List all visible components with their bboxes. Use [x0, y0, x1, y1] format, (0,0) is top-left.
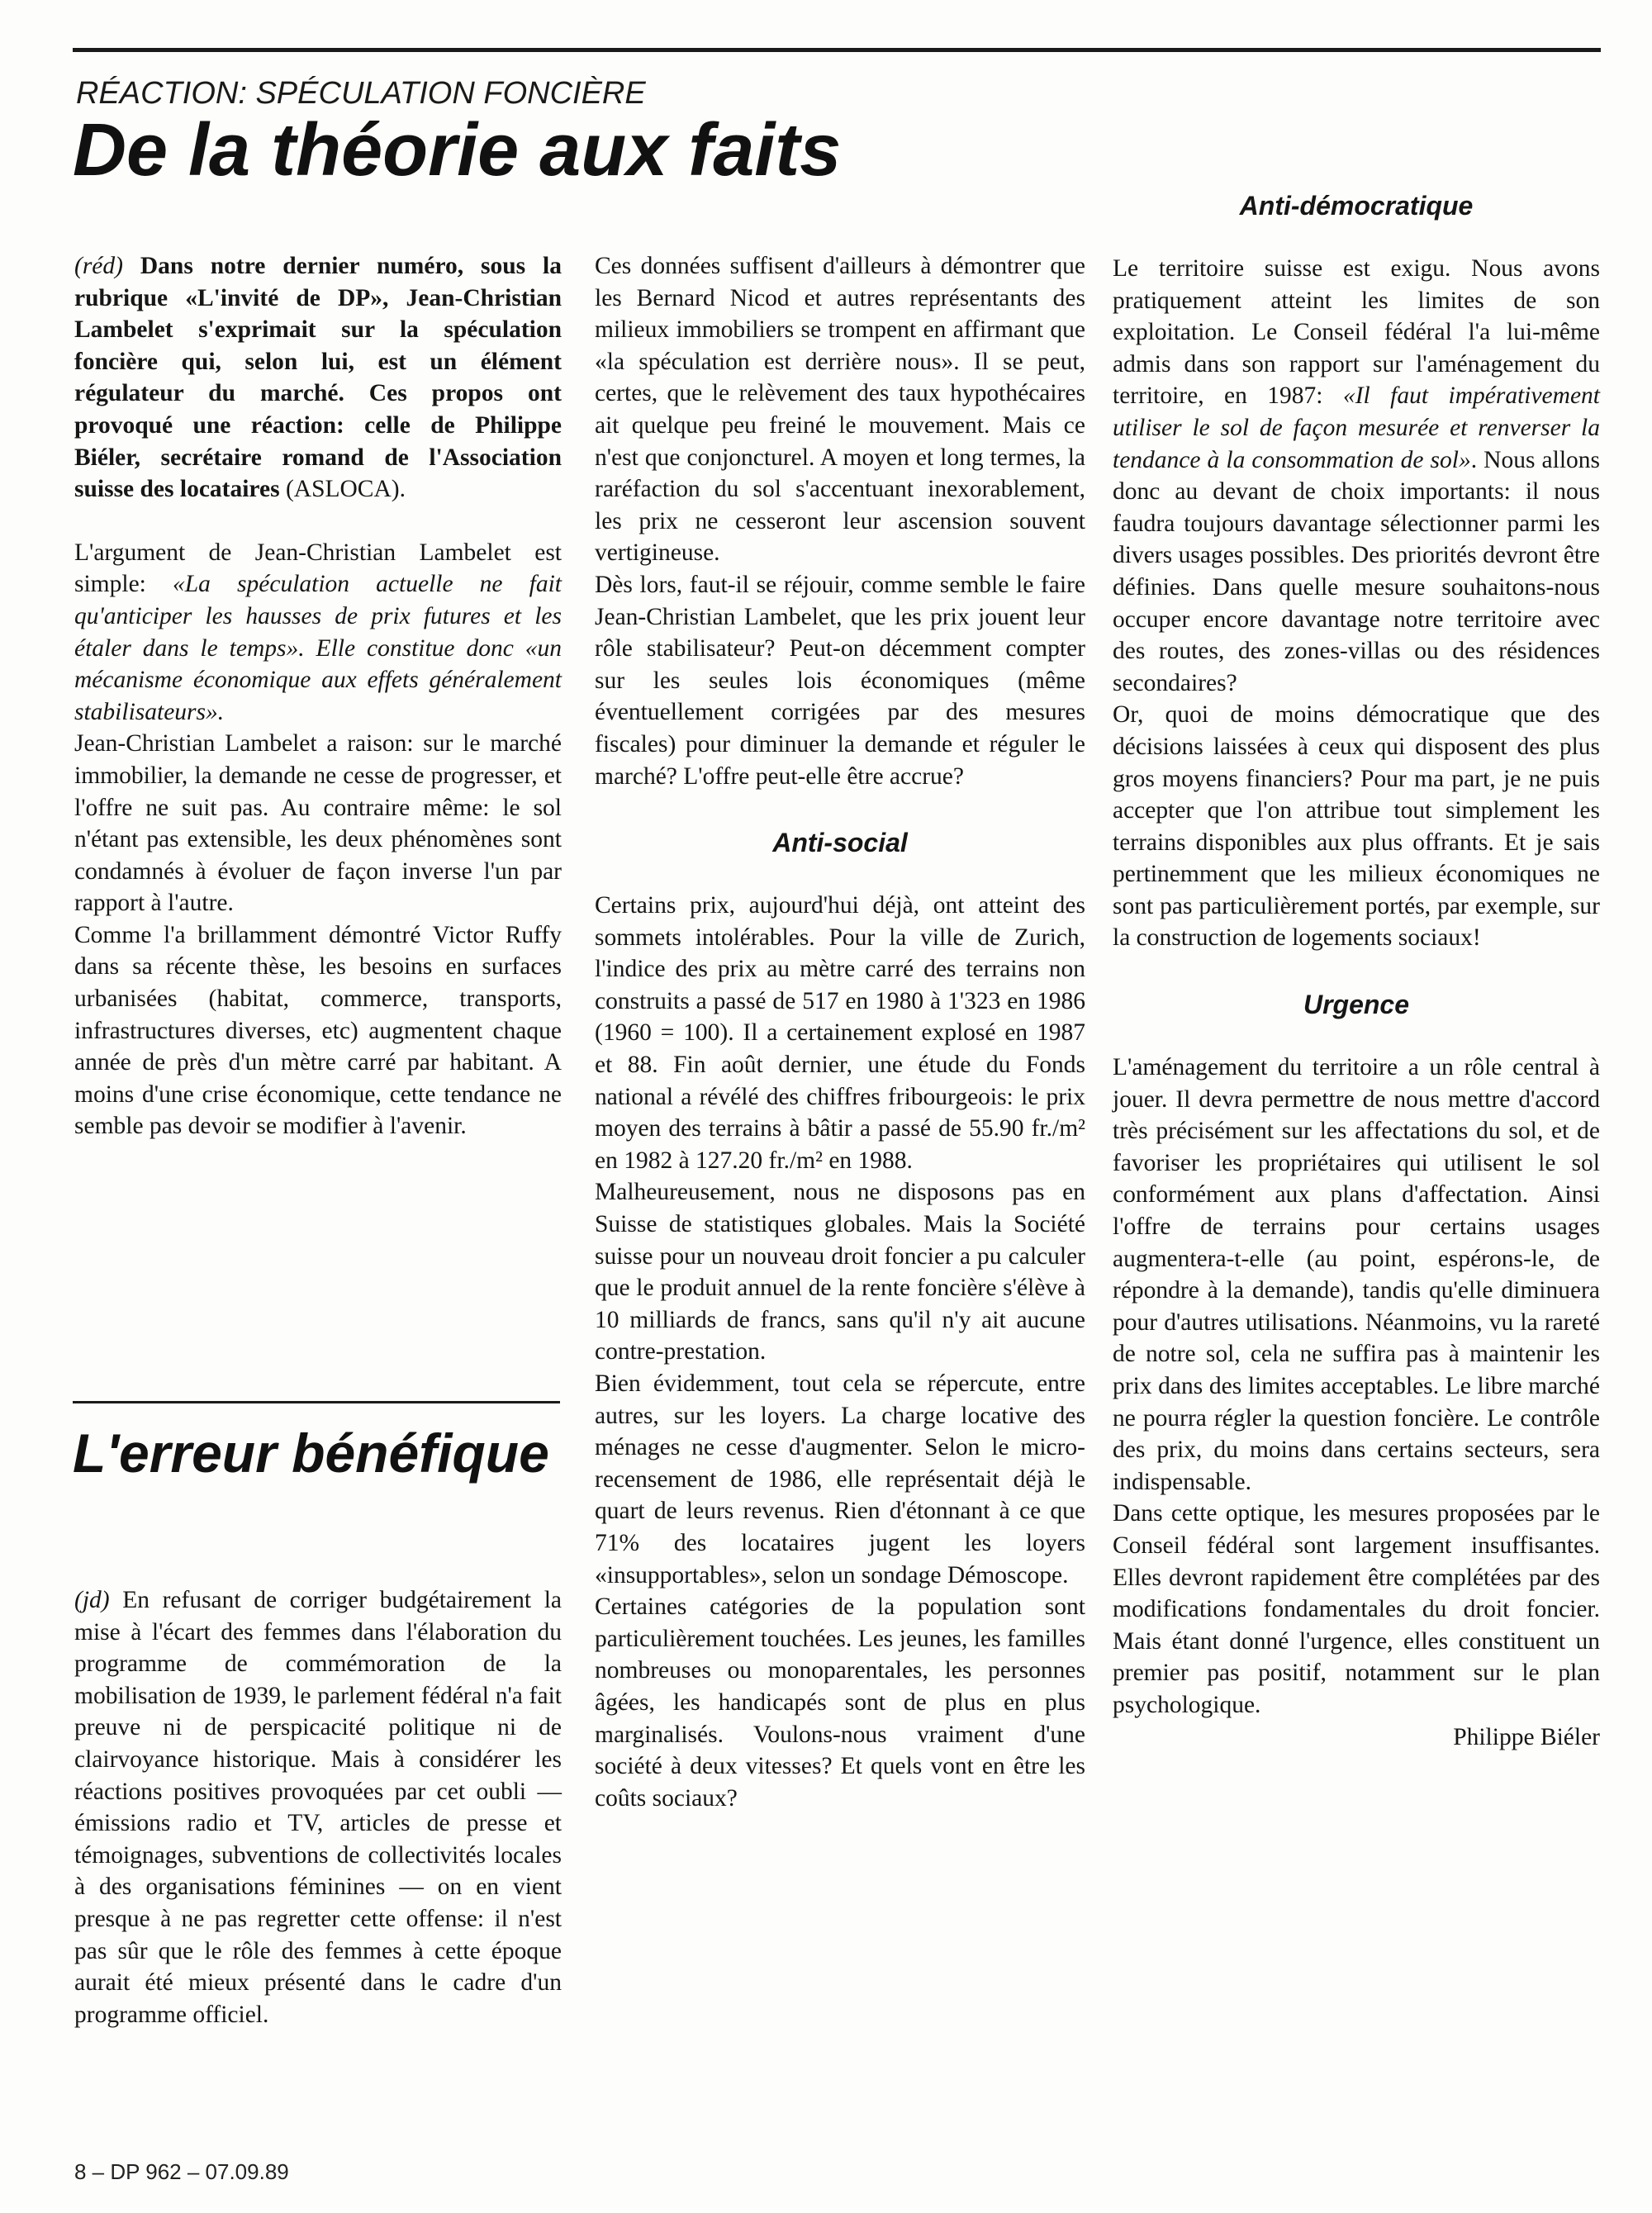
paragraph-categories: Certaines catégories de la population sont particulièrement touchées. Les jeunes, les familles nombreuses ou monoparentales, les personnes âgées, les handicapés sont de plus en plus marginalisés. Voulons-nous vraiment d'une société à deux vitesses? Et quels vont en être les coûts sociaux? — [595, 1593, 1085, 1812]
territoire-quote: «Il faut impérativement utiliser le sol de façon mesurée et renverser la tendance à la consommation de sol» — [1113, 382, 1600, 473]
lead-tag: (réd) — [74, 253, 123, 279]
paragraph-statistiques: Malheureusement, nous ne disposons pas en Suisse de statistiques globales. Mais la Société suisse pour un nouveau droit foncier a pu calculer que le produit annuel de la rente foncière s'élève à 10 milliards de francs, sans qu'il n'y ait aucune contre-prestation. — [595, 1179, 1085, 1365]
second-article-title: L'erreur bénéfique — [73, 1422, 549, 1484]
section-divider — [73, 1401, 560, 1403]
column-3 — [1113, 81, 1600, 1753]
paragraph-stabilisateur: Dès lors, faut-il se réjouir, comme semble le faire Jean-Christian Lambelet, que les prix jouent leur rôle stabilisateur? Peut-on décemment compter sur les seules lois économiques (même éventuellement corrigées par des mesures fiscales) pour diminuer la demande et réguler le marché? L'offre peut-elle être accrue? — [595, 571, 1085, 790]
territoire-text: Le territoire suisse est exigu. Nous avons pratiquement atteint les limites de son exploitation. Le Conseil fédéral l'a lui-même admis dans son rapport sur l'aménagement du territoire, en 1987: — [1113, 255, 1600, 410]
top-rule — [73, 48, 1601, 52]
lead-text: Dans notre dernier numéro, sous la rubrique «L'invité de DP», Jean-Christian Lambelet s'exprimait sur la spéculation foncière qui, selon lui, est un élément régulateur du marché. Ces propos ont provoqué une réaction: celle de Philippe Biéler, secrétaire romand de l'Association suisse des locataires — [74, 253, 562, 503]
paragraph-zurich: Certains prix, aujourd'hui déjà, ont atteint des sommets intolérables. Pour la ville de Zurich, l'indice des prix au mètre carré des terrains non construits a passé de 517 en 1980 à 1'323 en 1986 (1960 = 100). Il a certainement explosé en 1987 et 88. Fin août dernier, une étude du Fonds national a révélé des chiffres fribourgeois: le prix moyen des terrains à bâtir a passé de 55.90 fr./m² en 1982 à 127.20 fr./m² en 1988. — [595, 892, 1085, 1174]
column-2 — [595, 250, 1085, 1814]
subhead-anti-social: Anti-social — [772, 828, 908, 858]
subhead-anti-democratique: Anti-démocratique — [1239, 191, 1474, 221]
article-kicker: RÉACTION: SPÉCULATION FONCIÈRE — [76, 76, 646, 111]
author-signature: Philippe Biéler — [1453, 1723, 1600, 1750]
paragraph-market: Jean-Christian Lambelet a raison: sur le marché immobilier, la demande ne cesse de progresser, et l'offre ne suit pas. Au contraire même: le sol n'étant pas extensible, les deux phénomènes sont condamnés à évoluer de façon inverse l'un par rapport à l'autre. — [74, 730, 562, 917]
paragraph-democratique: Or, quoi de moins démocratique que des décisions laissées à ceux qui disposent des plus gros moyens financiers? Pour ma part, je ne puis accepter que l'on attribue tout simplement les terrains disponibles aux plus offrants. Et je sais pertinemment que les milieux économiques ne sont pas particulièrement portés, par exemple, sur la construction de logements sociaux! — [1113, 701, 1600, 952]
column-1-second-article — [74, 1584, 562, 2030]
second-article-tag: (jd) — [74, 1587, 110, 1613]
second-article-text: En refusant de corriger budgétairement la mise à l'écart des femmes dans l'élaboration du programme de commémoration de la mobilisation de 1939, le parlement fédéral n'a fait preuve ni de perspicacité politique ni de clairvoyance historique. Mais à considérer les réactions positives provoquées par cet oubli — émissions radio et TV, articles de presse et témoignages, subventions de collectivités locales à des organisations féminines — on en vient presque à ne pas regretter cette offense: il n'est pas sûr que le rôle des femmes à cette époque aurait été mieux présenté dans le cadre d'un programme officiel. — [74, 1587, 562, 2028]
paragraph-territoire — [1113, 253, 1600, 699]
column-3-continued-spacer — [1113, 81, 1600, 188]
paragraph-ruffy: Comme l'a brillamment démontré Victor Ruffy dans sa récente thèse, les besoins en surfaces urbanisées (habitat, commerce, transports, infrastructures diverses, etc) augmentent chaque année de près d'un mètre carré par habitant. A moins d'une crise économique, cette tendance ne semble pas devoir se modifier à l'avenir. — [74, 921, 562, 1140]
paragraph-amenagement: L'aménagement du territoire a un rôle central à jouer. Il devra permettre de nous mettre d'accord très précisément sur les affectations du sol, et de favoriser les propriétaires qui utilisent le sol conformément aux plans d'affectation. Ainsi l'offre de terrains pour certains usages augmentera-t-elle (au point, espérons-le, de répondre à la demande), tandis qu'elle diminuera pour d'autres utilisations. Néanmoins, vu la rareté de notre sol, cela ne suffira pas à maintenir les prix dans des limites acceptables. Le libre marché ne pourra régler la question foncière. Le contrôle des prix, du moins dans certains secteurs, sera indispensable. — [1113, 1054, 1600, 1495]
paragraph-nicod: Ces données suffisent d'ailleurs à démontrer que les Bernard Nicod et autres représentants des milieux immobiliers se trompent en affirmant que «la spéculation est derrière nous». Il se peut, certes, que le relèvement des taux hypothécaires ait quelque peu freiné le mouvement. Mais ce n'est que conjoncturel. A moyen et long termes, la raréfaction du sol s'accentuant inexorablement, les prix ne cesseront leur ascension souvent vertigineuse. — [595, 253, 1085, 567]
column-1 — [74, 250, 562, 1142]
article-title: De la théorie aux faits — [73, 109, 842, 192]
paragraph-loyers: Bien évidemment, tout cela se répercute, entre autres, sur les loyers. La charge locative des ménages ne cesse d'augmenter. Selon le micro-recensement de 1986, elle représentait déjà le quart de leurs revenus. Rien d'étonnant à ce que 71% des locataires jugent les loyers «insupportables», selon un sondage Démoscope. — [595, 1370, 1085, 1589]
lead-tail: (ASLOCA). — [279, 476, 406, 503]
article-lead — [74, 250, 562, 506]
paragraph-argument — [74, 537, 562, 729]
paragraph-optique: Dans cette optique, les mesures proposées par le Conseil fédéral sont largement insuffisantes. Elles devront rapidement être complétées par des modifications fondamentales du droit foncier. Mais étant donné l'urgence, elles constituent un premier pas positif, notamment sur le plan psychologique. — [1113, 1500, 1600, 1718]
territoire-text-end: . Nous allons donc au devant de choix importants: il nous faudra toujours davantage sélectionner parmi les divers usages possibles. Des priorités devront être définies. Dans quelle mesure souhaitons-nous occuper encore davantage notre territoire avec des routes, des zones-villas ou des résidences secondaires? — [1113, 446, 1600, 696]
argument-quote: «La spéculation actuelle ne fait qu'anticiper les hausses de prix futures et les étaler dans le temps». Elle constitue donc «un mécanisme économique aux effets généralement stabilisateurs». — [74, 571, 562, 725]
subhead-urgence: Urgence — [1303, 990, 1410, 1020]
second-article-body — [74, 1584, 562, 2030]
argument-text: L'argument de Jean-Christian Lambelet est simple: — [74, 539, 562, 598]
page-footer: 8 – DP 962 – 07.09.89 — [74, 2159, 289, 2184]
